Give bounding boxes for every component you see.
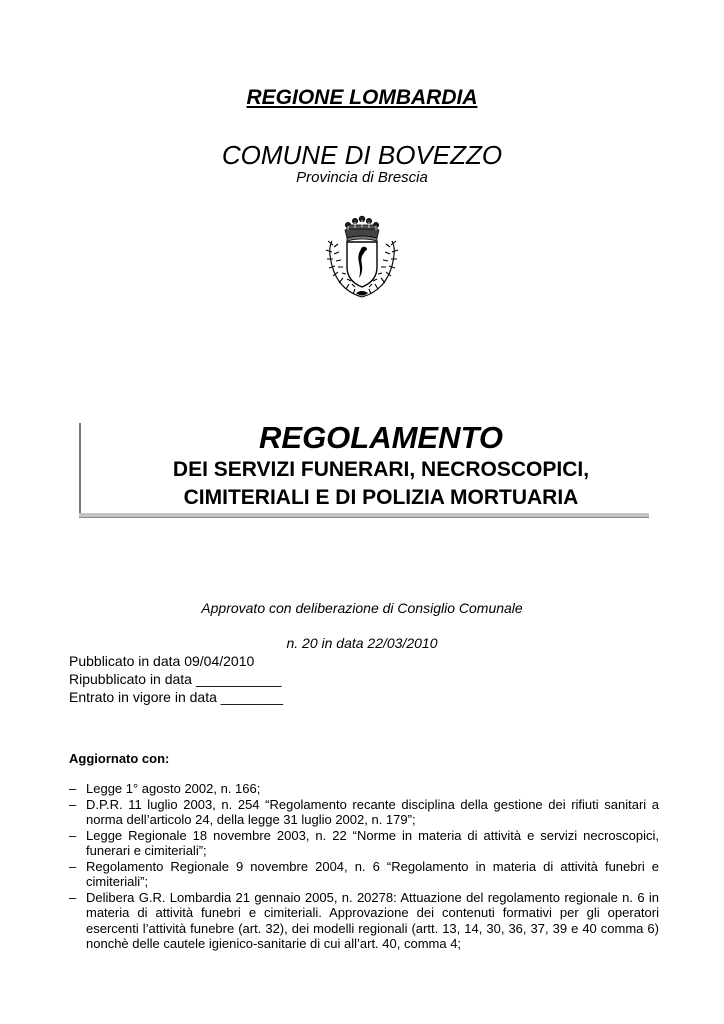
list-item xyxy=(69,859,659,890)
update-item-text: Legge Regionale 18 novembre 2003, n. 22 “Norme in materia di attività e servizi necroscopici, funerari e cimiteriali”; xyxy=(86,827,659,858)
approval-number: n. 20 in data 22/03/2010 xyxy=(286,635,438,651)
bullet-dash: – xyxy=(69,827,77,843)
update-item-text: Legge 1° agosto 2002, n. 166; xyxy=(86,781,261,796)
publication-date: Pubblicato in data 09/04/2010 xyxy=(69,653,255,669)
province-subtitle: Provincia di Brescia xyxy=(296,169,428,186)
update-item-text: Regolamento Regionale 9 novembre 2004, n. 6 “Regolamento in materia di attività funebri e cimiteriali”; xyxy=(86,858,659,889)
bullet-dash: – xyxy=(69,858,77,874)
document-title: REGOLAMENTO xyxy=(259,420,503,455)
update-item-text: Delibera G.R. Lombardia 21 gennaio 2005, n. 20278: Attuazione del regolamento regionale n. 6 in materia di attività funebri e cimiteriali. Approvazione dei contenuti formativi per gli operatori esercenti l’attività funebre (art. 32), dei modelli regionali (artt. 13, 14, 30, 36, 37, 39 e 40 comma 6) nonchè delle cautele igienico-sanitarie di cui all’art. 40, comma 4; xyxy=(86,889,659,951)
list-item xyxy=(69,797,659,828)
bullet-dash: – xyxy=(69,889,77,905)
frame-bottom-border xyxy=(79,513,649,518)
list-item xyxy=(69,828,659,859)
bullet-dash: – xyxy=(69,781,77,796)
document-subtitle-line-1: DEI SERVIZI FUNERARI, NECROSCOPICI, xyxy=(172,458,590,481)
updates-list xyxy=(69,781,659,952)
republication-date: Ripubblicato in data ___________ xyxy=(69,671,282,687)
bullet-dash: – xyxy=(69,796,77,812)
list-item xyxy=(69,781,659,797)
crown-icon xyxy=(345,216,379,241)
coat-of-arms-icon xyxy=(312,205,412,305)
effective-date: Entrato in vigore in data ________ xyxy=(69,689,284,705)
updates-heading: Aggiornato con: xyxy=(69,751,170,766)
list-item xyxy=(69,890,659,952)
approval-text: Approvato con deliberazione di Consiglio Comunale xyxy=(201,600,523,616)
document-subtitle-line-2: CIMITERIALI E DI POLIZIA MORTUARIA xyxy=(183,486,579,509)
update-item-text: D.P.R. 11 luglio 2003, n. 254 “Regolamento recante disciplina della gestione dei rifiuti sanitari a norma dell’articolo 24, della legge 31 luglio 2002, n. 179”; xyxy=(86,796,659,827)
comune-title: COMUNE DI BOVEZZO xyxy=(221,140,503,170)
region-title: REGIONE LOMBARDIA xyxy=(246,86,478,109)
